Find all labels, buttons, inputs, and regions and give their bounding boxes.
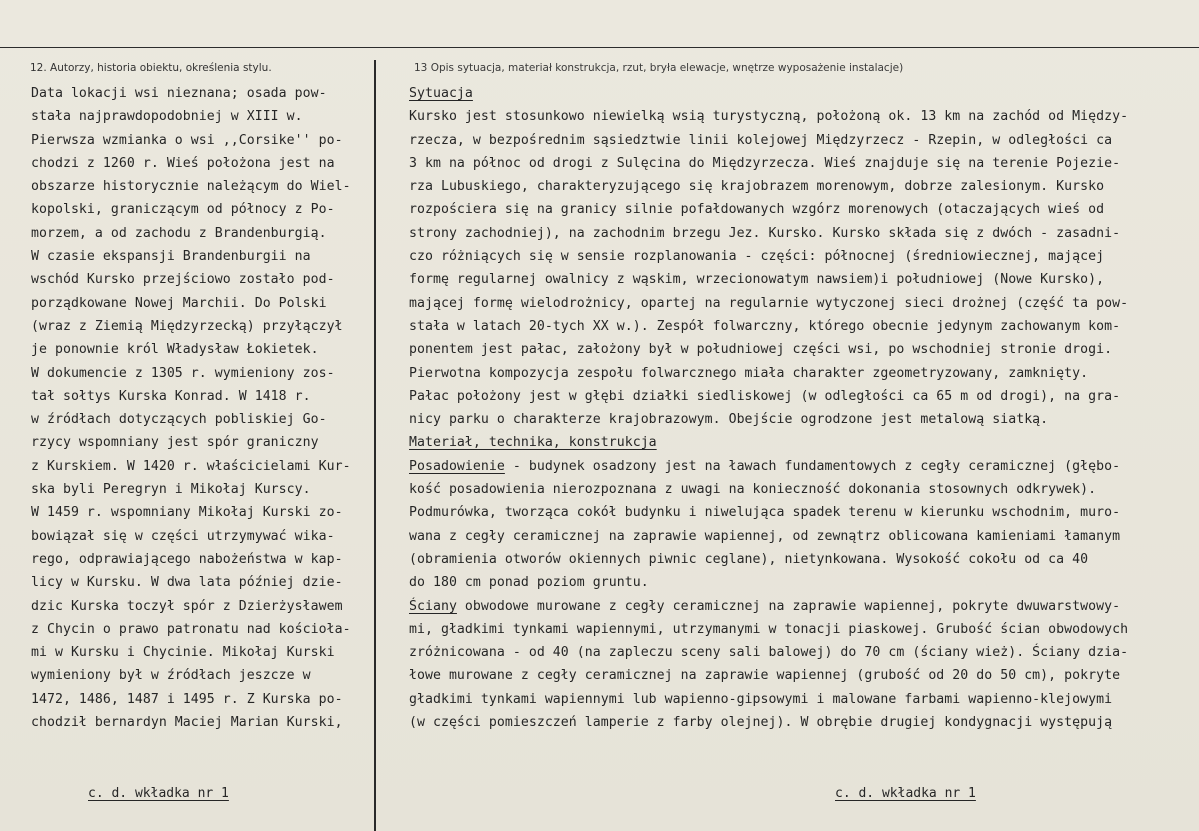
sciany-text-line: zróżnicowana - od 40 (na zapleczu sceny sali balowej) do 70 cm (ściany wież). Ściany dzia- — [409, 645, 1129, 661]
sytuacja-text-line: mającej formę wielodrożnicy, opartej na regularnie wytyczonej sieci drożnej (część ta pow- — [409, 295, 1129, 311]
sytuacja-text-line: ponentem jest pałac, założony był w południowej części wsi, po wschodniej stronie drogi. — [409, 342, 1113, 358]
material-text-line: do 180 cm ponad poziom gruntu. — [409, 575, 649, 591]
posadowienie-text: - budynek osadzony jest na ławach fundamentowych z cegły ceramicznej (głębo- — [504, 458, 1121, 474]
sciany-text-line: łowe murowane z cegły ceramicznej na zaprawie wapiennej (grubość od 20 do 50 cm), pokryte — [409, 668, 1121, 684]
history-text-line: Data lokacji wsi nieznana; osada pow- — [31, 86, 327, 101]
sytuacja-text-line: 3 km na północ od drogi z Sulęcina do Międzyrzecza. Wieś znajduje się na terenie Pojezie- — [409, 155, 1121, 171]
history-text-line: rego, odprawiającego nabożeństwa w kap- — [31, 551, 343, 567]
history-text-line: ska byli Peregryn i Mikołaj Kurscy. — [31, 482, 311, 498]
history-text-line: obszarze historycznie należącym do Wiel- — [31, 179, 351, 195]
history-text-line: W 1459 r. wspomniany Mikołaj Kurski zo- — [31, 505, 343, 521]
history-text-line: W czasie ekspansji Brandenburgii na — [31, 249, 311, 265]
posadowienie-first-line — [409, 455, 1199, 478]
history-text-line: w źródłach dotyczących pobliskiej Go- — [31, 412, 327, 428]
posadowienie-label: Posadowienie — [409, 458, 505, 474]
history-text-line: z Chycin o prawo patronatu nad kościoła- — [31, 621, 351, 637]
history-text-line: kopolski, graniczącym od północy z Po- — [31, 202, 335, 218]
section-heading-material — [409, 431, 1199, 454]
right-column-header: 13 Opis sytuacja, materiał konstrukcja, rzut, bryła elewacje, wnętrze wyposażenie instalacje) — [414, 62, 904, 74]
sciany-text-block — [409, 618, 1199, 734]
left-continuation-note: c. d. wkładka nr 1 — [88, 786, 229, 801]
history-text-line: porządkowane Nowej Marchii. Do Polski — [31, 295, 327, 311]
sytuacja-text-line: formę regularnej owalnicy z wąskim, wrzecionowatym nawsiem)i południowej (Nowe Kursko), — [409, 272, 1105, 288]
sytuacja-text-line: Kursko jest stosunkowo niewielką wsią turystyczną, położoną ok. 13 km na zachód od Między- — [409, 109, 1129, 125]
sytuacja-text-line: czo różniących się w sensie rozplanowania - części: północnej (średniowiecznej, mającej — [409, 249, 1105, 265]
sytuacja-text-line: strony zachodniej), na zachodnim brzegu Jez. Kursko. Kursko składa się z dwóch - zasadni- — [409, 225, 1121, 241]
history-text-line: morzem, a od zachodu z Brandenburgią. — [31, 225, 327, 241]
history-text-line: (wraz z Ziemią Międzyrzecką) przyłączył — [31, 318, 343, 334]
section-heading-sytuacja — [409, 82, 1199, 105]
sciany-first-line — [409, 595, 1199, 618]
history-text-line: tał sołtys Kurska Konrad. W 1418 r. — [31, 388, 311, 404]
history-text-line: stała najprawdopodobniej w XIII w. — [31, 109, 303, 125]
sytuacja-text-line: rza Lubuskiego, charakteryzującego się krajobrazem morenowym, dobrze zalesionym. Kursko — [409, 179, 1105, 195]
sytuacja-text-line: rozpościera się na granicy silnie pofałdowanych wzgórz morenowych (otaczających wieś od — [409, 202, 1105, 218]
history-column — [31, 82, 371, 734]
material-heading-text: Materiał, technika, konstrukcja — [409, 435, 657, 451]
history-text-line: licy w Kursku. W dwa lata później dzie- — [31, 575, 343, 591]
history-text-line: z Kurskiem. W 1420 r. właścicielami Kur- — [31, 458, 351, 474]
left-column-header: 12. Autorzy, historia obiektu, określenia stylu. — [30, 62, 272, 74]
history-text-line: W dokumencie z 1305 r. wymieniony zos- — [31, 365, 335, 381]
sciany-text-line: gładkimi tynkami wapiennymi lub wapienno-gipsowymi i malowane farbami wapienno-klejowymi — [409, 691, 1113, 707]
top-rule — [0, 47, 1199, 48]
history-text-line: wschód Kursko przejściowo zostało pod- — [31, 272, 335, 288]
description-column — [409, 82, 1199, 734]
material-text-line: Podmurówka, tworząca cokół budynku i niwelująca spadek terenu w kierunku wschodnim, muro- — [409, 505, 1121, 521]
history-text-line: 1472, 1486, 1487 i 1495 r. Z Kurska po- — [31, 691, 343, 707]
sciany-text: obwodowe murowane z cegły ceramicznej na zaprawie wapiennej, pokryte dwuwarstwowy- — [456, 598, 1121, 614]
right-continuation-note: c. d. wkładka nr 1 — [835, 786, 976, 801]
sytuacja-text-line: nicy parku o charakterze krajobrazowym. Obejście ogrodzone jest metalową siatką. — [409, 412, 1049, 428]
history-text-line: mi w Kursku i Chycinie. Mikołaj Kurski — [31, 645, 335, 661]
sciany-text-line: mi, gładkimi tynkami wapiennymi, utrzymanymi w tonacji piaskowej. Grubość ścian obwodowych — [409, 621, 1129, 637]
material-text-line: kość posadowienia nierozpoznana z uwagi na konieczność dokonania stosownych odkrywek). — [409, 482, 1097, 498]
sciany-label: Ściany — [409, 598, 457, 614]
history-text-line: chodził bernardyn Maciej Marian Kurski, — [31, 715, 343, 731]
column-divider — [374, 60, 376, 831]
material-text — [409, 478, 1199, 594]
material-text-line: (obramienia otworów okiennych piwnic ceglane), nietynkowana. Wysokość cokołu od ca 40 — [409, 551, 1089, 567]
sytuacja-text-line: Pierwotna kompozycja zespołu folwarcznego miała charakter zgeometryzowany, zamknięty. — [409, 365, 1089, 381]
history-text-line: chodzi z 1260 r. Wieś położona jest na — [31, 155, 335, 171]
sytuacja-heading-text: Sytuacja — [409, 86, 473, 101]
sytuacja-text — [409, 105, 1199, 431]
history-text-line: wymieniony był w źródłach jeszcze w — [31, 668, 311, 684]
history-text-line: je ponownie król Władysław Łokietek. — [31, 342, 319, 358]
history-text-line: Pierwsza wzmianka o wsi ,,Corsike'' po- — [31, 132, 343, 148]
sytuacja-text-line: stała w latach 20-tych XX w.). Zespół folwarczny, którego obecnie jedynym zachowanym kom- — [409, 318, 1121, 334]
sytuacja-text-line: rzecza, w bezpośrednim sąsiedztwie linii kolejowej Międzyrzecz - Rzepin, w odległości ca — [409, 132, 1113, 148]
sciany-text-line: (w części pomieszczeń lamperie z farby olejnej). W obrębie drugiej kondygnacji występują — [409, 715, 1113, 731]
history-text-line: rzycy wspomniany jest spór graniczny — [31, 435, 319, 451]
history-text-line: bowiązał się w części utrzymywać wika- — [31, 528, 335, 544]
material-text-line: wana z cegły ceramicznej na zaprawie wapiennej, od zewnątrz oblicowana kamieniami łamanym — [409, 528, 1121, 544]
history-text-line: dzic Kurska toczył spór z Dzierżysławem — [31, 598, 343, 614]
sytuacja-text-line: Pałac położony jest w głębi działki siedliskowej (w odległości ca 65 m od drogi), na gra- — [409, 388, 1121, 404]
